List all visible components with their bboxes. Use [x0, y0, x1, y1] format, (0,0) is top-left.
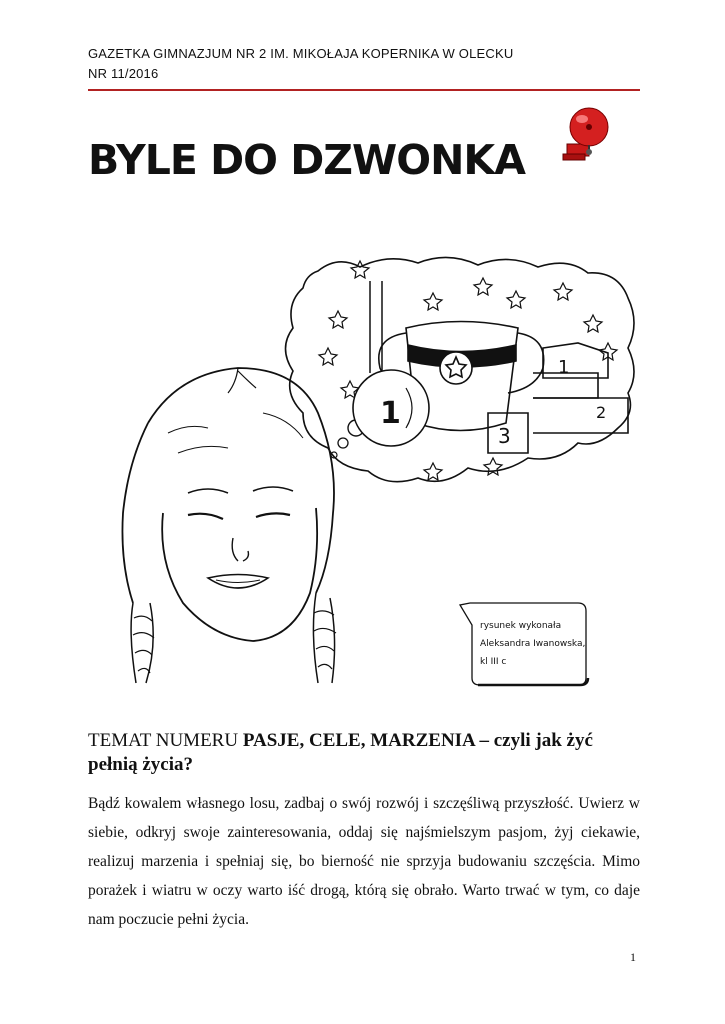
credit-line3: kl III c	[480, 657, 507, 667]
medal	[353, 370, 429, 446]
credit-line2: Aleksandra Iwanowska,	[480, 639, 586, 649]
girl-portrait	[122, 368, 336, 683]
podium-left-number: 3	[498, 424, 511, 448]
illustration	[88, 253, 640, 688]
podium-top-number: 1	[558, 357, 570, 378]
credit-line1: rysunek wykonała	[480, 621, 562, 631]
header-divider	[88, 89, 640, 91]
topic-heading	[88, 729, 640, 777]
page-title: BYLE DO DZWONKA	[88, 136, 525, 184]
podium-right-number: 2	[596, 403, 607, 422]
issue-number: NR 11/2016	[88, 66, 159, 81]
medal-number: 1	[380, 396, 401, 431]
header-title: GAZETKA GIMNAZJUM NR 2 IM. MIKOŁAJA KOPERNIKA W OLECKU	[88, 46, 514, 61]
topic-prefix: TEMAT NUMERU	[88, 730, 239, 751]
page-number: 1	[630, 950, 636, 964]
topic-bold: PASJE, CELE, MARZENIA – czyli jak żyć pełnią życia?	[88, 730, 593, 775]
credit-bubble	[460, 603, 588, 685]
school-bell-icon	[555, 107, 621, 169]
newspaper-header	[88, 44, 640, 84]
article-body: Bądź kowalem własnego losu, zadbaj o swój rozwój i szczęśliwą przyszłość. Uwierz w siebie, odkryj swoje zainteresowania, oddaj się najśmielszym pasjom, żyj ciekawie, realizuj marzenia i spełniaj się, bo bierność nie sprzyja budowaniu szczęścia. Mimo porażek i wiatru w oczy warto iść drogą, którą się obrało. Warto trwać w tym, co daje nam poczucie pełni życia.	[88, 795, 640, 928]
